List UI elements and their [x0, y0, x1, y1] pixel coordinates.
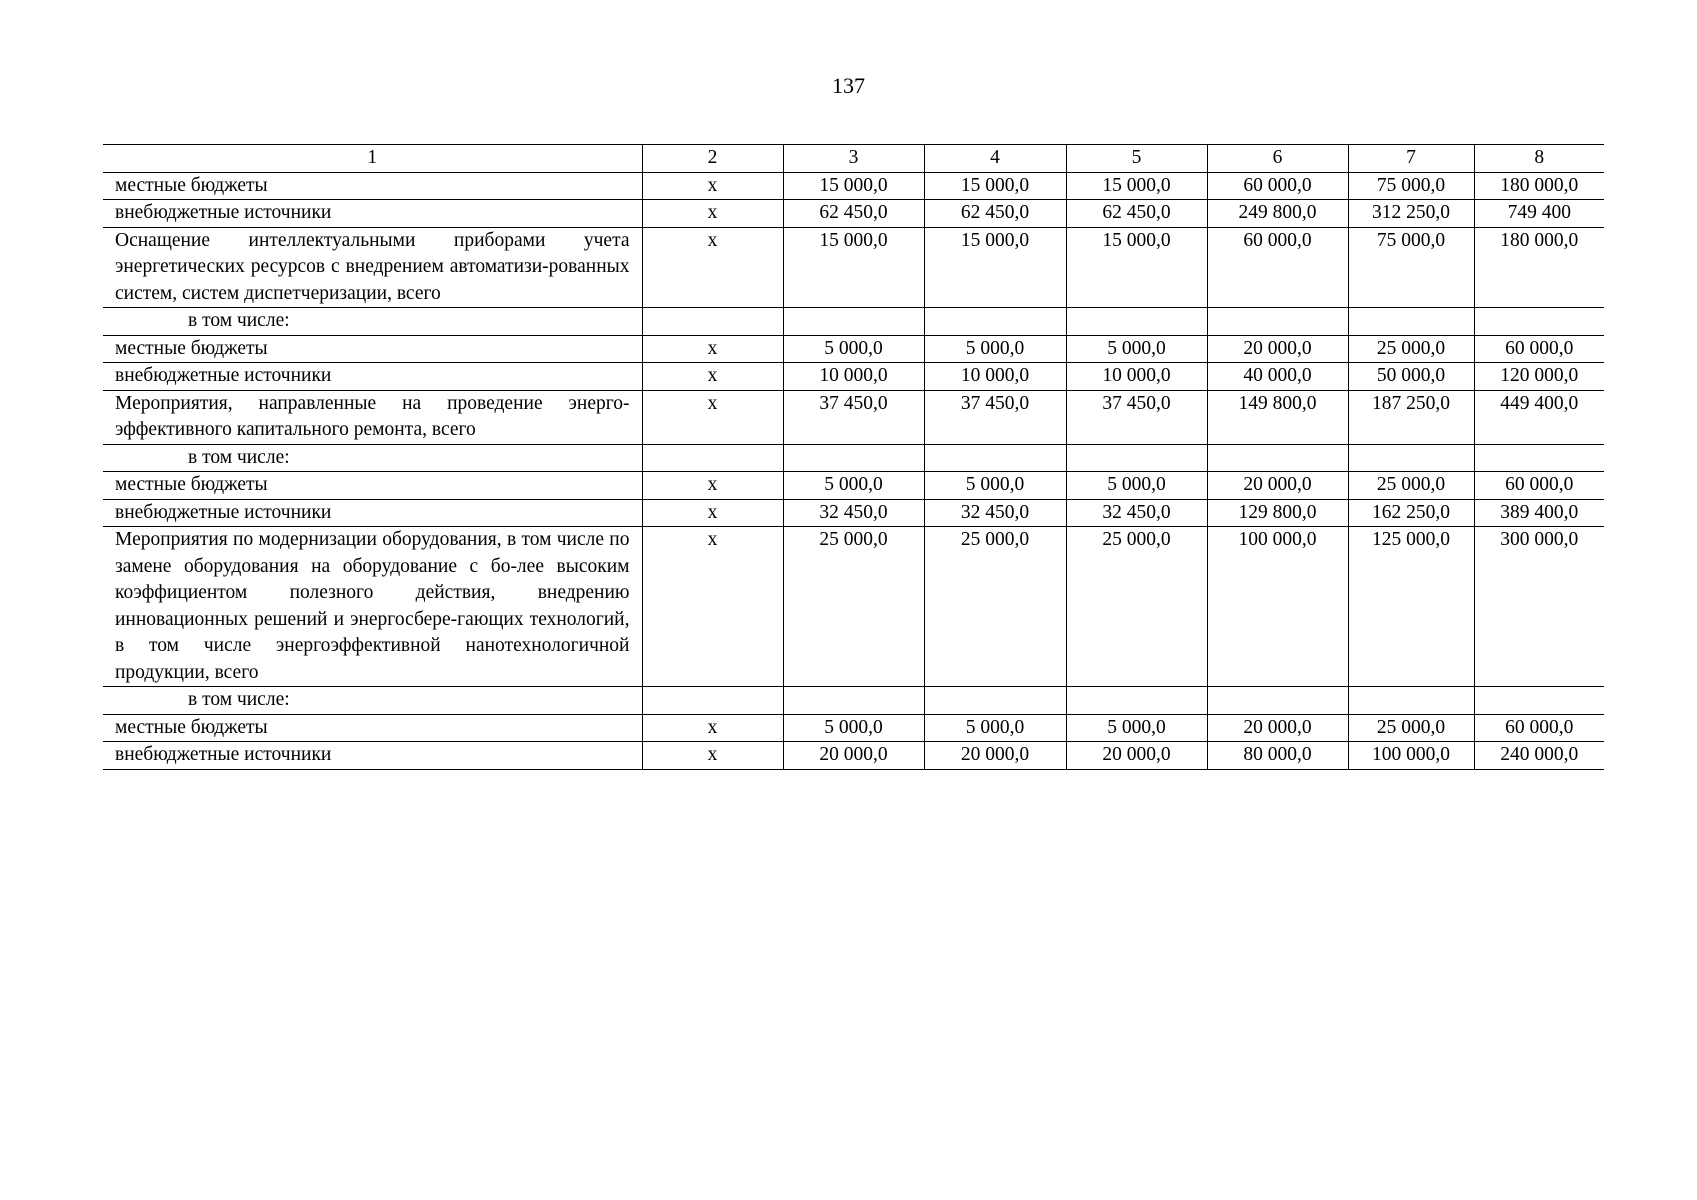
- table-cell: 32 450,0: [1066, 499, 1207, 527]
- table-cell: 62 450,0: [924, 200, 1066, 228]
- table-cell: 187 250,0: [1348, 390, 1474, 444]
- row-label: внебюджетные источники: [103, 200, 642, 228]
- table-cell: 25 000,0: [783, 527, 924, 687]
- column-header: 2: [642, 145, 783, 173]
- table-row: [103, 687, 1604, 715]
- table-cell: 60 000,0: [1474, 335, 1604, 363]
- table-row: [103, 472, 1604, 500]
- table-cell: х: [642, 714, 783, 742]
- table-cell: 37 450,0: [924, 390, 1066, 444]
- table-cell: 15 000,0: [1066, 227, 1207, 308]
- table-header-row: [103, 145, 1604, 173]
- row-label: внебюджетные источники: [103, 363, 642, 391]
- table-cell: 37 450,0: [783, 390, 924, 444]
- table-cell: 25 000,0: [1348, 335, 1474, 363]
- table-cell: 50 000,0: [1348, 363, 1474, 391]
- row-label: местные бюджеты: [103, 714, 642, 742]
- table-cell: 5 000,0: [783, 335, 924, 363]
- table-cell: 20 000,0: [924, 742, 1066, 770]
- table-cell: 15 000,0: [783, 227, 924, 308]
- table-row: [103, 527, 1604, 687]
- row-label: в том числе:: [103, 687, 642, 715]
- table-cell: х: [642, 200, 783, 228]
- table-cell: [783, 308, 924, 336]
- column-header: 5: [1066, 145, 1207, 173]
- table-cell: 15 000,0: [783, 172, 924, 200]
- table-cell: х: [642, 390, 783, 444]
- table-cell: 37 450,0: [1066, 390, 1207, 444]
- table-cell: 300 000,0: [1474, 527, 1604, 687]
- table-cell: 5 000,0: [924, 472, 1066, 500]
- table-cell: 10 000,0: [783, 363, 924, 391]
- table-cell: 5 000,0: [1066, 335, 1207, 363]
- table-row: [103, 172, 1604, 200]
- row-label: местные бюджеты: [103, 335, 642, 363]
- table-cell: 15 000,0: [924, 172, 1066, 200]
- table-cell: [1207, 687, 1348, 715]
- row-label: Мероприятия, направленные на проведение энерго-эффективного капитального ремонта, всего: [103, 390, 642, 444]
- table-cell: х: [642, 227, 783, 308]
- column-header: 7: [1348, 145, 1474, 173]
- table-row: [103, 499, 1604, 527]
- table-cell: 25 000,0: [1348, 714, 1474, 742]
- table-cell: 240 000,0: [1474, 742, 1604, 770]
- column-header: 4: [924, 145, 1066, 173]
- table-cell: 25 000,0: [924, 527, 1066, 687]
- table-cell: х: [642, 742, 783, 770]
- table-cell: 449 400,0: [1474, 390, 1604, 444]
- table-cell: [1066, 444, 1207, 472]
- table-cell: 749 400: [1474, 200, 1604, 228]
- table-row: [103, 444, 1604, 472]
- column-header: 3: [783, 145, 924, 173]
- table-cell: 32 450,0: [924, 499, 1066, 527]
- table-cell: 25 000,0: [1066, 527, 1207, 687]
- table-cell: 60 000,0: [1207, 227, 1348, 308]
- table-cell: 129 800,0: [1207, 499, 1348, 527]
- table-cell: [1474, 444, 1604, 472]
- table-cell: 162 250,0: [1348, 499, 1474, 527]
- budget-table: [103, 144, 1604, 770]
- table-cell: х: [642, 527, 783, 687]
- row-label: внебюджетные источники: [103, 742, 642, 770]
- table-cell: х: [642, 472, 783, 500]
- table-cell: 62 450,0: [1066, 200, 1207, 228]
- table-row: [103, 363, 1604, 391]
- table-cell: [1207, 308, 1348, 336]
- table-cell: 100 000,0: [1348, 742, 1474, 770]
- table-cell: 180 000,0: [1474, 172, 1604, 200]
- table-cell: 100 000,0: [1207, 527, 1348, 687]
- table-cell: 125 000,0: [1348, 527, 1474, 687]
- table-cell: [924, 687, 1066, 715]
- table-cell: 5 000,0: [1066, 472, 1207, 500]
- table-cell: х: [642, 499, 783, 527]
- table-cell: [1348, 308, 1474, 336]
- table-row: [103, 227, 1604, 308]
- table-cell: 20 000,0: [1207, 335, 1348, 363]
- table-cell: [642, 308, 783, 336]
- table-cell: [1207, 444, 1348, 472]
- table-cell: 10 000,0: [1066, 363, 1207, 391]
- table-cell: [924, 444, 1066, 472]
- table-cell: 312 250,0: [1348, 200, 1474, 228]
- table-cell: 5 000,0: [1066, 714, 1207, 742]
- table-cell: х: [642, 172, 783, 200]
- table-cell: [1066, 308, 1207, 336]
- table-cell: [642, 444, 783, 472]
- table-cell: 249 800,0: [1207, 200, 1348, 228]
- table-cell: [783, 444, 924, 472]
- column-header: 1: [103, 145, 642, 173]
- row-label: Мероприятия по модернизации оборудования, в том числе по замене оборудования на оборудование с бо-лее высоким коэффициентом полезного действия, внедрению инновационных решений и энергосбере-гающих технологий, в том числе энергоэффективной нанотехнологичной продукции, всего: [103, 527, 642, 687]
- table-cell: 5 000,0: [783, 714, 924, 742]
- table-cell: 25 000,0: [1348, 472, 1474, 500]
- column-header: 8: [1474, 145, 1604, 173]
- table-cell: [783, 687, 924, 715]
- table-row: [103, 200, 1604, 228]
- table-row: [103, 335, 1604, 363]
- table-cell: [1348, 687, 1474, 715]
- table-cell: 15 000,0: [1066, 172, 1207, 200]
- table-cell: 40 000,0: [1207, 363, 1348, 391]
- table-cell: 75 000,0: [1348, 172, 1474, 200]
- table-row: [103, 714, 1604, 742]
- table-cell: [1066, 687, 1207, 715]
- table-cell: [1474, 308, 1604, 336]
- table-cell: 60 000,0: [1474, 472, 1604, 500]
- table-cell: 32 450,0: [783, 499, 924, 527]
- table-cell: 389 400,0: [1474, 499, 1604, 527]
- table-cell: [642, 687, 783, 715]
- table-cell: [1348, 444, 1474, 472]
- table-row: [103, 308, 1604, 336]
- table-cell: [924, 308, 1066, 336]
- table-cell: 60 000,0: [1207, 172, 1348, 200]
- table-cell: 5 000,0: [783, 472, 924, 500]
- table-cell: 180 000,0: [1474, 227, 1604, 308]
- table-cell: 62 450,0: [783, 200, 924, 228]
- row-label: внебюджетные источники: [103, 499, 642, 527]
- table-cell: 20 000,0: [783, 742, 924, 770]
- table-cell: 5 000,0: [924, 335, 1066, 363]
- table-row: [103, 390, 1604, 444]
- table-cell: 20 000,0: [1207, 472, 1348, 500]
- table-cell: 80 000,0: [1207, 742, 1348, 770]
- table-cell: х: [642, 363, 783, 391]
- table-row: [103, 742, 1604, 770]
- table-cell: 5 000,0: [924, 714, 1066, 742]
- row-label: Оснащение интеллектуальными приборами учета энергетических ресурсов с внедрением автоматизи-рованных систем, систем диспетчеризации, всего: [103, 227, 642, 308]
- table-cell: 15 000,0: [924, 227, 1066, 308]
- table-cell: 120 000,0: [1474, 363, 1604, 391]
- table-cell: 10 000,0: [924, 363, 1066, 391]
- table-cell: х: [642, 335, 783, 363]
- row-label: местные бюджеты: [103, 172, 642, 200]
- column-header: 6: [1207, 145, 1348, 173]
- table-cell: 60 000,0: [1474, 714, 1604, 742]
- table-body: [103, 145, 1604, 770]
- table-cell: 75 000,0: [1348, 227, 1474, 308]
- page-number: 137: [832, 73, 865, 98]
- row-label: местные бюджеты: [103, 472, 642, 500]
- table-cell: 149 800,0: [1207, 390, 1348, 444]
- table-cell: [1474, 687, 1604, 715]
- table-cell: 20 000,0: [1066, 742, 1207, 770]
- table-cell: 20 000,0: [1207, 714, 1348, 742]
- row-label: в том числе:: [103, 308, 642, 336]
- row-label: в том числе:: [103, 444, 642, 472]
